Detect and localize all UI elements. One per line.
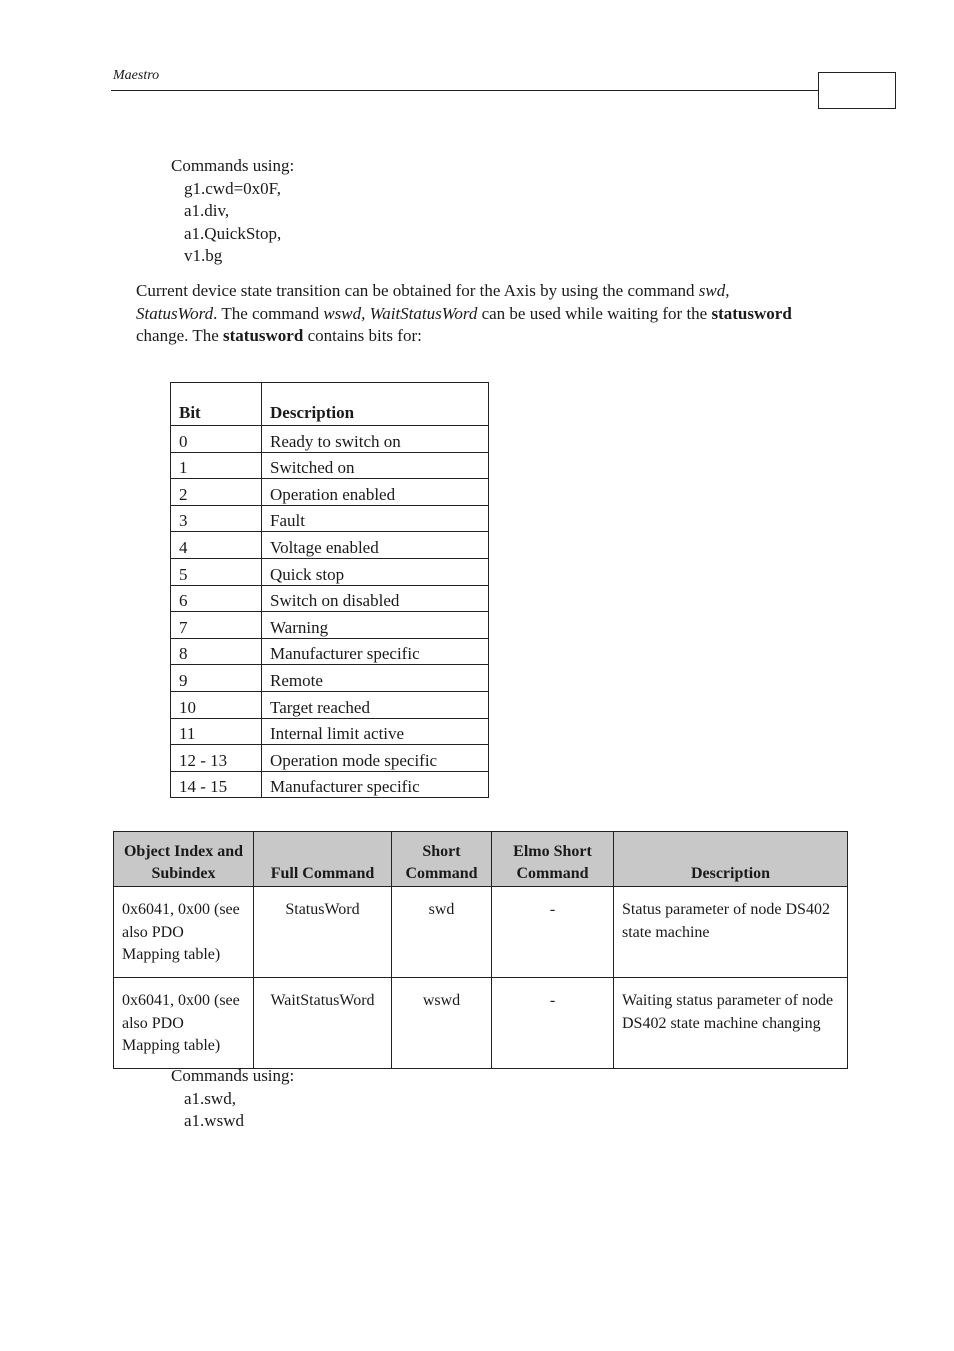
short-command-cell: wswd — [392, 978, 492, 1069]
table-row — [114, 887, 848, 978]
para-command: swd, StatusWord — [136, 281, 730, 323]
bit-cell: 5 — [171, 558, 262, 585]
bit-cell: 7 — [171, 612, 262, 639]
para-command: wswd, WaitStatusWord — [323, 303, 478, 323]
full-command-cell: WaitStatusWord — [254, 978, 392, 1069]
commands-top — [171, 155, 294, 268]
bit-cell: 9 — [171, 665, 262, 692]
full-command-cell: StatusWord — [254, 887, 392, 978]
object-command-table — [113, 831, 848, 1069]
description-cell: Waiting status parameter of node DS402 state machine changing — [614, 978, 848, 1069]
description-cell: Switched on — [262, 452, 489, 479]
command-line: a1.wswd — [184, 1111, 244, 1131]
table-row — [171, 771, 489, 798]
column-header-full-command: Full Command — [254, 832, 392, 887]
header-rule — [111, 90, 819, 91]
para-text: change. The — [136, 326, 224, 346]
column-header-short-command: Short Command — [392, 832, 492, 887]
header-title: Maestro — [113, 68, 160, 83]
description-cell: Fault — [262, 505, 489, 532]
command-line: a1.swd, — [184, 1088, 236, 1108]
command-line: v1.bg — [184, 246, 223, 266]
description-cell: Manufacturer specific — [262, 638, 489, 665]
commands-bottom — [171, 1065, 294, 1133]
bit-cell: 6 — [171, 585, 262, 612]
bit-cell: 10 — [171, 691, 262, 718]
para-text: . The command — [213, 303, 324, 323]
page-number-box — [818, 72, 896, 109]
statusword-paragraph — [136, 280, 796, 348]
commands-label: Commands using: — [171, 1066, 295, 1085]
description-cell: Status parameter of node DS402 state machine — [614, 887, 848, 978]
description-cell: Operation mode specific — [262, 745, 489, 772]
object-index-cell: 0x6041, 0x00 (see also PDO Mapping table) — [114, 887, 254, 978]
bit-cell: 3 — [171, 505, 262, 532]
para-keyword: statusword — [223, 326, 304, 346]
short-command-cell: swd — [392, 887, 492, 978]
column-header-description: Description — [262, 383, 489, 426]
table-header-row — [114, 832, 848, 887]
description-cell: Quick stop — [262, 558, 489, 585]
table-row — [171, 638, 489, 665]
statusword-bit-table — [170, 382, 489, 798]
description-cell: Switch on disabled — [262, 585, 489, 612]
description-cell: Target reached — [262, 691, 489, 718]
object-index-cell: 0x6041, 0x00 (see also PDO Mapping table) — [114, 978, 254, 1069]
elmo-short-command-cell: - — [492, 978, 614, 1069]
table-header-row — [171, 383, 489, 426]
table-row — [171, 691, 489, 718]
table-row — [171, 452, 489, 479]
command-line: g1.cwd=0x0F, — [184, 178, 282, 198]
column-header-elmo-short-command: Elmo Short Command — [492, 832, 614, 887]
column-header-bit: Bit — [171, 383, 262, 426]
column-header-description: Description — [614, 832, 848, 887]
bit-cell: 2 — [171, 479, 262, 506]
table-row — [114, 978, 848, 1069]
bit-cell: 11 — [171, 718, 262, 745]
description-cell: Remote — [262, 665, 489, 692]
table-row — [171, 665, 489, 692]
para-text: can be used while waiting for the — [477, 303, 712, 323]
table-row — [171, 585, 489, 612]
description-cell: Manufacturer specific — [262, 771, 489, 798]
description-cell: Warning — [262, 612, 489, 639]
bit-cell: 0 — [171, 426, 262, 453]
table-row — [171, 479, 489, 506]
table-row — [171, 505, 489, 532]
commands-label: Commands using: — [171, 156, 295, 175]
table-row — [171, 532, 489, 559]
bit-cell: 12 - 13 — [171, 745, 262, 772]
description-cell: Voltage enabled — [262, 532, 489, 559]
table-row — [171, 426, 489, 453]
table-row — [171, 558, 489, 585]
elmo-short-command-cell: - — [492, 887, 614, 978]
bit-cell: 14 - 15 — [171, 771, 262, 798]
table-row — [171, 718, 489, 745]
column-header-object-index: Object Index and Subindex — [114, 832, 254, 887]
bit-cell: 4 — [171, 532, 262, 559]
para-text: Current device state transition can be obtained for the Axis by using the command — [136, 281, 699, 300]
command-line: a1.div, — [184, 201, 230, 221]
table-row — [171, 612, 489, 639]
para-keyword: statusword — [711, 303, 792, 323]
description-cell: Internal limit active — [262, 718, 489, 745]
description-cell: Operation enabled — [262, 479, 489, 506]
description-cell: Ready to switch on — [262, 426, 489, 453]
command-line: a1.QuickStop, — [184, 223, 282, 243]
para-text: contains bits for: — [303, 326, 422, 346]
bit-cell: 1 — [171, 452, 262, 479]
table-row — [171, 745, 489, 772]
bit-cell: 8 — [171, 638, 262, 665]
